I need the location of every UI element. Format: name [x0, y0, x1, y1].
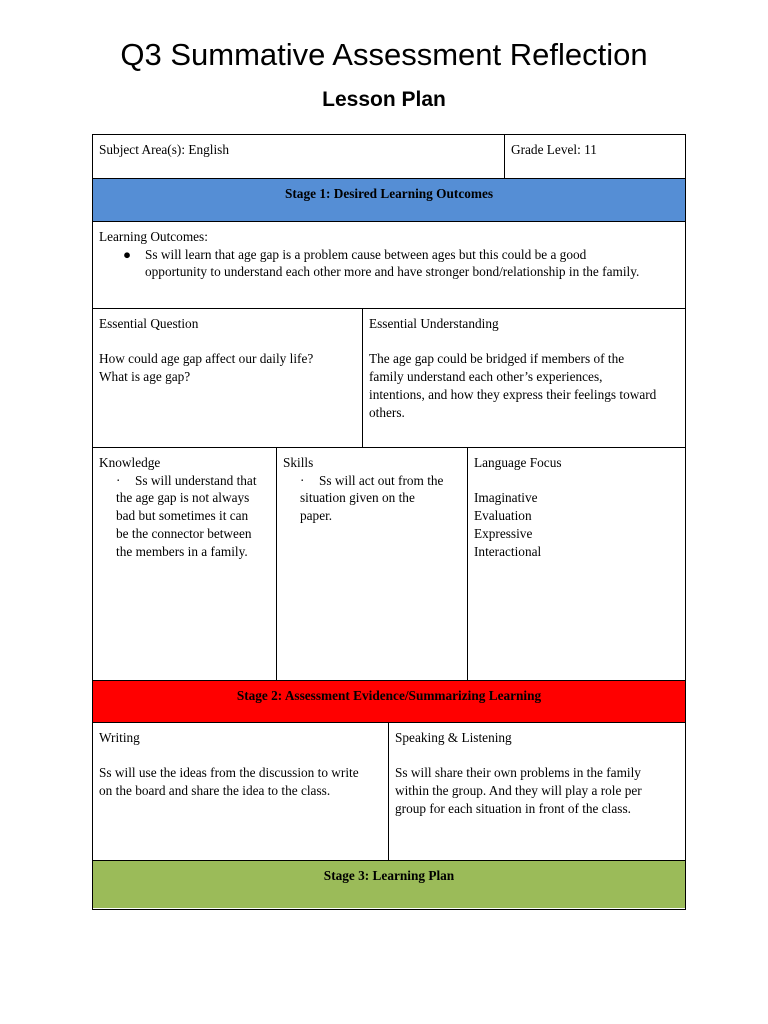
learning-outcomes-heading: Learning Outcomes: [99, 229, 208, 244]
essential-question-line: How could age gap affect our daily life? [99, 351, 314, 367]
understanding-line: family understand each other’s experiences, [369, 369, 603, 385]
stage1-band [93, 179, 685, 221]
speaking-listening-heading: Speaking & Listening [395, 730, 512, 745]
bullet-icon: · [300, 472, 305, 488]
writing-line: Ss will use the ideas from the discussion to write [99, 765, 359, 781]
knowledge-line: bad but sometimes it can [116, 508, 249, 524]
page-title: Q3 Summative Assessment Reflection [120, 37, 648, 72]
essential-question-heading: Essential Question [99, 316, 199, 331]
knowledge-cell [93, 448, 277, 680]
lesson-plan-table [92, 134, 686, 910]
speaking-listening-cell [389, 723, 686, 860]
stage2-band [93, 681, 685, 722]
language-focus-cell [468, 448, 686, 680]
grade-level-cell [505, 135, 686, 179]
skills-line: situation given on the [300, 490, 415, 506]
stage3-band [93, 861, 685, 908]
essential-understanding-heading: Essential Understanding [369, 316, 499, 331]
essential-understanding-cell [363, 309, 686, 447]
learning-outcome-item [99, 246, 679, 281]
skills-heading: Skills [283, 455, 314, 470]
understanding-line: intentions, and how they express their feelings toward [369, 386, 657, 402]
stage3-label: Stage 3: Learning Plan [323, 868, 455, 883]
essential-question-cell [93, 309, 363, 447]
writing-cell [93, 723, 389, 860]
speaking-line: Ss will share their own problems in the family [395, 765, 641, 781]
knowledge-item [99, 472, 271, 561]
outcome-line: Ss will learn that age gap is a problem cause between ages but this could be a good [145, 246, 587, 262]
knowledge-line: be the connector between [116, 525, 252, 541]
language-focus-item: Evaluation [474, 508, 532, 524]
subject-area-text: Subject Area(s): English [99, 142, 229, 157]
speaking-line: within the group. And they will play a role per [395, 783, 642, 799]
grade-level-text: Grade Level: 11 [511, 142, 597, 157]
understanding-line: The age gap could be bridged if members of the [369, 351, 625, 367]
stage1-label: Stage 1: Desired Learning Outcomes [284, 186, 494, 201]
speaking-line: group for each situation in front of the class. [395, 800, 631, 816]
essential-question-line: What is age gap? [99, 369, 191, 385]
knowledge-line: the age gap is not always [116, 490, 250, 506]
page-subtitle: Lesson Plan [322, 88, 446, 111]
outcome-line: opportunity to understand each other more and have stronger bond/relationship in the family. [145, 264, 640, 280]
bullet-icon: ● [123, 246, 132, 262]
skills-line: Ss will act out from the [319, 472, 444, 488]
knowledge-heading: Knowledge [99, 455, 161, 470]
stage2-label: Stage 2: Assessment Evidence/Summarizing Learning [236, 688, 542, 703]
skills-cell [277, 448, 468, 680]
knowledge-line: Ss will understand that [135, 472, 257, 488]
understanding-line: others. [369, 404, 405, 420]
learning-outcomes-cell [93, 222, 685, 308]
subject-area-cell [93, 135, 505, 179]
skills-item [283, 472, 462, 525]
language-focus-item: Imaginative [474, 490, 538, 506]
bullet-icon: · [116, 472, 121, 488]
writing-line: on the board and share the idea to the class. [99, 783, 331, 799]
knowledge-line: the members in a family. [116, 543, 248, 559]
writing-heading: Writing [99, 730, 140, 745]
language-focus-item: Expressive [474, 525, 533, 541]
skills-line: paper. [300, 508, 333, 524]
language-focus-heading: Language Focus [474, 455, 562, 470]
language-focus-item: Interactional [474, 543, 542, 559]
